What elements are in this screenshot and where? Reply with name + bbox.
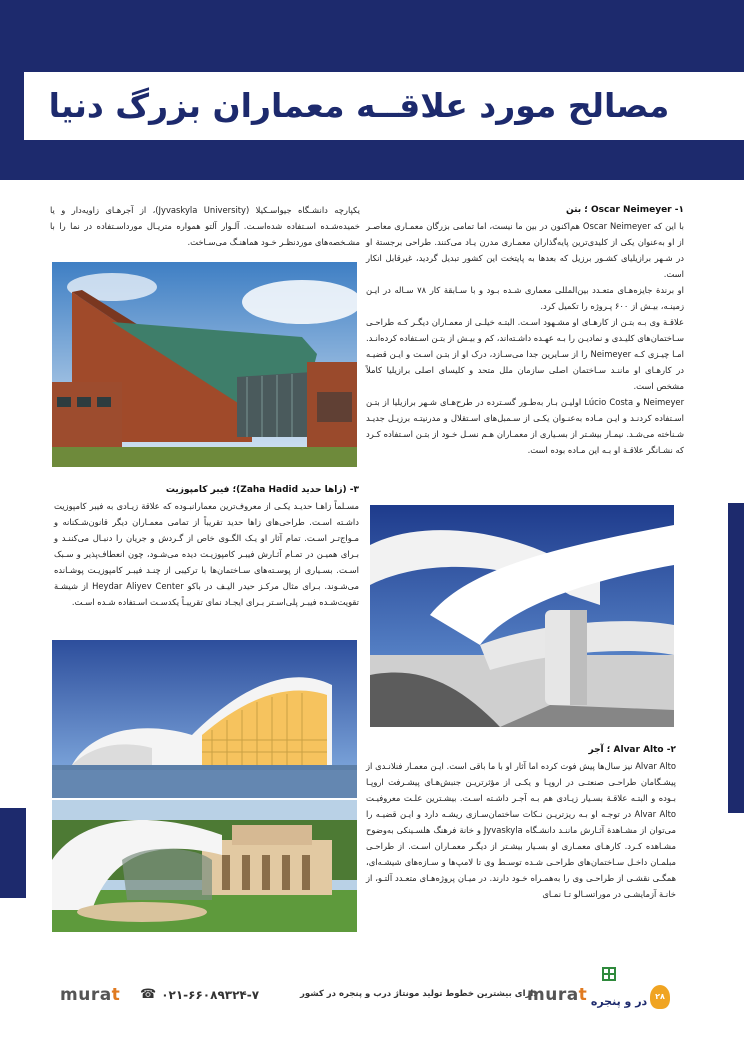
paragraph: با این که Oscar Neimeyer هم‌اکنون در بین ما نیست، اما تمامی بزرگان معمـاری معاصـر از او به‌عنوان یکی از کلیدی‌ترین پایه‌گذاران معمـاری مدرن یـاد می‌کنند. طراحی برجستة او در شـهر برازیلیای کشـور برزیل که بعدها به پایتخت این کشور تبدیل گردید، غیرقابل انکار است. xyxy=(366,221,684,279)
niemeyer-building-image xyxy=(370,505,674,727)
aalto-building-image xyxy=(52,262,357,467)
pavilion-image xyxy=(52,800,357,932)
footer-tagline: دارای بیشترین خطوط تولید مونتاژ درب و پنجره در کشور xyxy=(300,989,538,999)
section-oscar xyxy=(366,202,684,458)
section-aalto-continued xyxy=(50,202,360,250)
section-aalto xyxy=(366,742,676,902)
svg-text:در و پنجره: در و پنجره xyxy=(590,995,648,1008)
page-number: ۲۸ xyxy=(650,985,670,1009)
decorative-strip-right xyxy=(728,503,744,813)
phone-icon: ☎ xyxy=(140,987,157,1002)
heydar-center-image xyxy=(52,640,357,798)
paragraph: Neimeyer و Lúcio Costa اولیـن بـار به‌طـور گسـترده در طرح‌هـای شـهر برازیلیا از بتـن اسـتفاده کردنـد و ایـن مـاده به‌عنـوان یکـی از سـمبل‌های اسـتقلال و مدرنیتـه برزیـل جدیـد شـناخته می‌شـد. نیمـار بیشـتر از بسـیاری از معمـاران هـم نسـل خـود از بتـن اسـتفاده کـرد که نشـانگر علاقـة او بـه این مـاده بوده است. xyxy=(366,397,685,455)
phone-text: ۰۲۱-۶۶۰۸۹۳۲۴-۷ xyxy=(161,987,260,1002)
brand-logo: murat xyxy=(527,985,588,1005)
paragraph: Alvar Alto نیز سال‌ها پیش فوت کرده اما آثار او با ما باقی است. ایـن معمـار فنلانـدی از پیشـگامان طراحـی صنعتـی در اروپـا و یکـی از مؤثرتریـن جنبش‌هـای پیشـرفت اروپـا بـوده و البتـه علاقـة بسـیار زیـادی هم بـه آجـر داشـته اسـت. بیشـترین علـت معروفیـت Alvar Alto در توجـه او بـه ریزتریـن نـکات ساختمان‌سـازی ریشـه دارد و ایـن قضیـه را می‌توان از مشـاهدة آثـارش ماننـد دانشـگاه Jyvaskyla و خانة فرهنگ هلسـینکی به‌وضوح مشـاهده کـرد. کارهـای معمـاری او بسـیار بیشـتر از دیگـر معمـاران اسـت. از طراحـی مبلمـان داخـل سـاختمان‌های طراحـی شـده توسـط وی تا لامپ‌ها و سـازه‌های شیشـه‌ای، همگـی نقشـی از طراحـی وی را به‌همـراه خـود دارند. در میـان پروژه‌هـای متعـدد آلتـو، از خانـة آزمایشـی در موراتسـالو تـا نمـای xyxy=(366,761,677,899)
paragraph: یکپارچه دانشـگاه جیواسـکیلا (Jyvaskyla University)، از آجرهـای زاویه‌دار و یا خمیده‌شـده اسـتفاده شده‌اسـت. آلـوار آلتو همواره متریـال مورداسـتفاده در نما را با مشـخصه‌های موردنظـر خـود هماهنـگ می‌سـاخت. xyxy=(50,205,360,247)
footer xyxy=(0,975,744,1025)
brand-logo: murat xyxy=(60,985,121,1005)
section-heading-oscar: ۱- Oscar Neimeyer ؛ بتن xyxy=(565,205,684,215)
section-heading-aalto: ۲- Alvar Alto ؛ آجر xyxy=(588,745,676,755)
page-title: مصالح مورد علاقــه معماران بزرگ دنیا xyxy=(48,86,670,125)
section-heading-zaha: ۳- (زاها حدید Zaha Hadid)؛ فیبر کامپوزیت xyxy=(165,485,359,495)
phone-number xyxy=(140,987,259,1002)
paragraph: علاقـة وی بـه بتـن از کارهـای او مشـهود اسـت. البتـه خیلـی از معمـاران دیگـر کـه طراحـی سـاختمان‌های کلیـدی و نمادیـن را بـه عهـده داشـته‌اند، کم و بیـش از بتـن اسـتفاده کرده‌انـد. امـا چیـزی کـه Neimeyer را از سـایرین جدا می‌سـازد، درک او از بتـن اسـت و ایـن قضیـه در کارهـای او ماننـد سـاختمان اصلی سازمان ملل متحد و کلیسای اصلی برازیلیا کاملاً مشخص است. xyxy=(366,317,684,391)
paragraph: او برندة جایزه‌هـای متعـدد بین‌المللی معماری شـده بـود و با سـابقة کار ۷۸ سـاله در ایـن زمینـه، بیـش از ۶۰۰ پـروژه را تکمیل کرد. xyxy=(366,285,685,311)
decorative-strip-left xyxy=(0,808,26,898)
paragraph: مسـلماً زاهـا حدیـد یکـی از معروف‌ترین معمارانبـوده که علاقة زیـادی به فیبر کامپوزیت داشـته اسـت. طراحی‌های زاها حدید تقریباً از تمامی معمـاران دیگر قانون‌شـکنانه و مـواج‌تـر اسـت. تمام آثار او یـک الگـوی خاص از گـردش و جریان را دنبـال می‌کننـد و بـرای همیـن در تمـام آثـارش فیبـر کامپوزیـت دیده می‌شـود، چون انعطاف‌پذیر و سـبک اسـت. بسـیاری از پوسـته‌های سـاختمان‌ها با ترکیبی از چنـد فیبـر کامپوزیـت پوشـانده می‌شـوند. بـرای مثال مرکـز حیدر الیـف در باکو Heydar Aliyev Center از شیشـة تقویت‌شـده فیبـر پلی‌اسـتر بـرای ایجـاد نمای تقریبـاً یکدسـت اسـتفاده شـده اسـت. xyxy=(54,501,360,607)
magazine-logo xyxy=(590,965,648,1017)
section-zaha xyxy=(54,482,359,610)
